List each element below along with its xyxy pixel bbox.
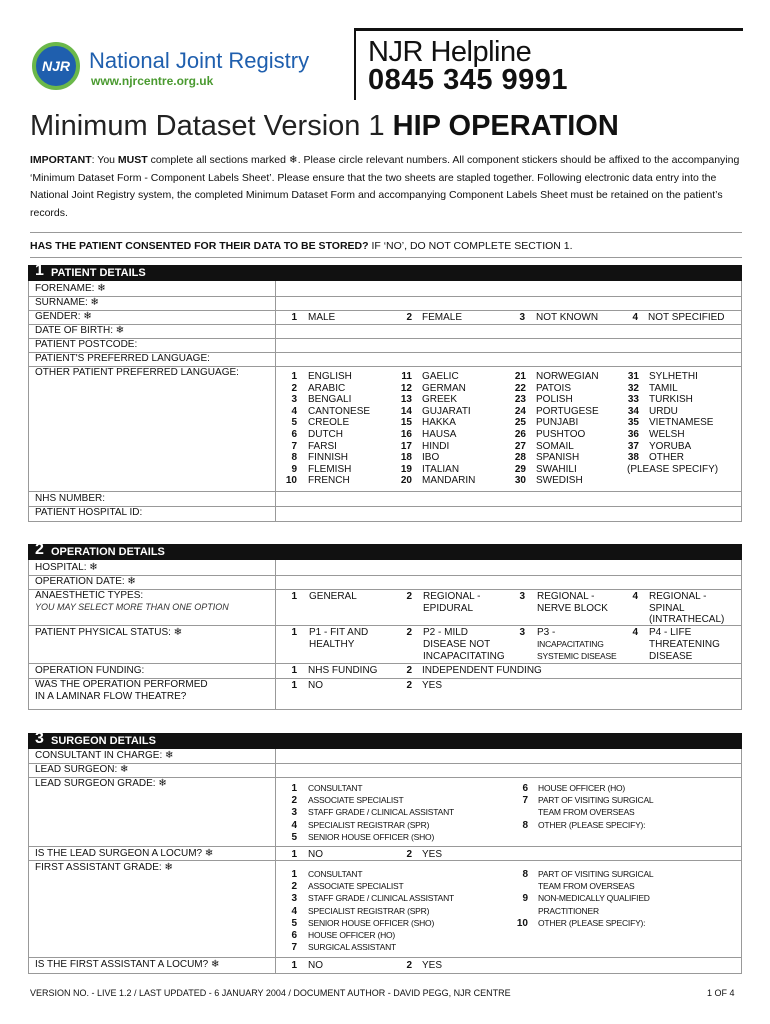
physical-status-option-number[interactable]: 2 [406,627,412,638]
first-grade-option-label: SURGICAL ASSISTANT [308,942,397,953]
preferred-language-label: PATIENT'S PREFERRED LANGUAGE: [35,353,210,364]
language-option-label: CREOLE [308,417,350,429]
first-grade-option-label: OTHER (PLEASE SPECIFY): [538,917,646,928]
org-url: www.njrcentre.org.uk [91,74,214,88]
first-locum-option-label: NO [308,960,323,971]
laminar-option-label: NO [308,680,323,691]
lead-locum-option-label: NO [308,849,323,860]
title-bold: HIP OPERATION [392,110,619,142]
language-option-number[interactable]: 21 [514,371,526,382]
first-grade-option-number[interactable]: 5 [291,917,297,929]
first-grade-option-label: PRACTITIONER [538,905,599,916]
other-language-label: OTHER PATIENT PREFERRED LANGUAGE: [35,367,239,378]
language-option-label: PUNJABI [536,417,579,429]
language-option-number[interactable]: 15 [400,417,412,429]
hospital-label: HOSPITAL: ❄ [35,562,98,573]
first-grade-option-label: SENIOR HOUSE OFFICER (SHO) [308,917,435,928]
language-option-number[interactable]: 16 [400,429,412,440]
org-name: National Joint Registry [89,48,310,73]
physical-status-option-label: P3 - [537,627,556,638]
column-divider [275,281,276,522]
anaesthetic-option-label: REGIONAL - [649,591,707,602]
lead-locum-option-number[interactable]: 1 [291,849,297,860]
anaesthetic-option-label: EPIDURAL [423,602,474,614]
dob-label: DATE OF BIRTH: ❄ [35,325,125,336]
lead-grade-option-number[interactable]: 4 [291,819,297,831]
column-divider [275,749,276,974]
lead-grade-option-label: ASSOCIATE SPECIALIST [308,795,404,806]
row-divider [28,663,742,664]
language-option-number[interactable]: 23 [514,394,526,406]
language-option-label: GREEK [422,394,458,406]
footer-version: VERSION NO. - LIVE 1.2 / LAST UPDATED - 6 JANUARY 2004 / DOCUMENT AUTHOR - DAVID PEGG, NJR CENTRE [30,988,511,998]
intro-paragraph [30,152,742,222]
language-option-number[interactable]: 17 [400,440,412,452]
intro-must: MUST [117,154,148,166]
section-title: SURGEON DETAILS [51,735,156,747]
language-option-label: IBO [422,452,440,464]
language-option-label: NORWEGIAN [536,371,599,382]
gender-option-label: NOT SPECIFIED [648,312,725,323]
separator [30,232,742,233]
section-1-header [28,262,742,281]
gender-option-number[interactable]: 2 [406,312,412,323]
language-option-number[interactable]: 27 [514,440,526,452]
helpline-number: 0845 345 9991 [368,64,569,96]
anaesthetic-option-number[interactable]: 3 [519,591,525,602]
gender-option-number[interactable]: 4 [632,312,638,323]
first-grade-option-number[interactable]: 7 [291,942,297,954]
gender-option-number[interactable]: 1 [291,312,297,323]
row-divider [28,957,742,958]
row-divider [28,763,742,764]
header-divider [354,28,356,100]
consultant-label: CONSULTANT IN CHARGE: ❄ [35,750,174,761]
anaesthetic-option-label: SPINAL [649,602,685,614]
postcode-label: PATIENT POSTCODE: [35,339,138,350]
lead-grade-option-label: TEAM FROM OVERSEAS [538,807,635,818]
first-grade-option-number[interactable]: 3 [291,893,297,905]
laminar-label-2: IN A LAMINAR FLOW THEATRE? [35,691,187,702]
language-option-label: WELSH [649,429,685,440]
consent-bold: HAS THE PATIENT CONSENTED FOR THEIR DATA TO BE STORED? [30,240,369,252]
lead-grade-option-label: HOUSE OFFICER (HO) [538,783,626,793]
lead-grade-option-number[interactable]: 5 [291,831,297,843]
language-option-number[interactable]: 14 [400,405,412,417]
language-option-label: FRENCH [308,475,350,487]
language-option-label: SWAHILI [536,463,577,475]
first-grade-option-number[interactable]: 2 [291,881,297,893]
language-option-label: HAUSA [422,429,457,440]
language-option-number[interactable]: 26 [514,429,526,440]
physical-status-option-label: DISEASE [649,650,693,662]
language-option-number[interactable]: 28 [514,452,526,464]
language-option-label: PATOIS [536,382,572,394]
hospital-id-label: PATIENT HOSPITAL ID: [35,507,143,518]
lead-locum-option-number[interactable]: 2 [406,849,412,860]
language-option-number[interactable]: 7 [291,440,297,452]
row-divider [28,860,742,861]
consent-question [30,240,573,252]
section-number: 2 [35,541,44,558]
physical-status-option-number[interactable]: 4 [632,627,638,638]
anaesthetic-label: ANAESTHETIC TYPES: [35,590,144,601]
first-grade-option-label: NON-MEDICALLY QUALIFIED [538,893,650,904]
language-option-label: GERMAN [422,382,466,394]
funding-option-number[interactable]: 1 [291,665,297,676]
language-option-number[interactable]: 31 [627,371,639,382]
nhs-number-label: NHS NUMBER: [35,493,106,504]
language-option-number[interactable]: 38 [627,452,639,464]
language-option-number[interactable]: 19 [400,463,412,475]
gender-option-label: FEMALE [422,312,463,323]
language-option-number[interactable]: 8 [291,452,297,464]
row-divider [28,324,742,325]
language-option-number[interactable]: 4 [291,405,297,417]
first-grade-option-label: SPECIALIST REGISTRAR (SPR) [308,905,430,916]
physical-status-option-label: INCAPACITATING [423,650,505,662]
language-option-label: (PLEASE SPECIFY) [627,463,719,475]
language-option-number[interactable]: 3 [291,394,297,406]
language-option-label: ITALIAN [422,463,460,475]
language-option-number[interactable]: 24 [514,405,526,417]
first-grade-option-label: TEAM FROM OVERSEAS [538,881,635,892]
language-option-number[interactable]: 35 [627,417,639,429]
lead-grade-option-label: SPECIALIST REGISTRAR (SPR) [308,819,430,830]
language-option-number[interactable]: 18 [400,452,412,464]
anaesthetic-option-label: (INTRATHECAL) [649,614,725,625]
section-2-header [28,541,742,560]
language-option-label: TAMIL [649,382,678,394]
lead-grade-option-number[interactable]: 2 [291,795,297,807]
lead-grade-option-label: CONSULTANT [308,783,363,793]
helpline-title: NJR Helpline [368,36,532,68]
language-option-label: FARSI [308,440,337,452]
language-option-number[interactable]: 30 [514,475,526,487]
row-divider [28,310,742,311]
consent-rest: IF ‘NO’, DO NOT COMPLETE SECTION 1. [368,240,573,252]
anaesthetic-option-label: NERVE BLOCK [537,602,608,614]
lead-grade-option-number[interactable]: 7 [522,795,528,807]
lead-locum-label: IS THE LEAD SURGEON A LOCUM? ❄ [35,848,214,859]
first-locum-option-number[interactable]: 2 [406,960,412,971]
gender-label: GENDER: ❄ [35,311,92,322]
language-option-number[interactable]: 25 [514,417,526,429]
funding-option-label: INDEPENDENT FUNDING [422,665,542,676]
laminar-label-1: WAS THE OPERATION PERFORMED [35,679,208,690]
language-option-number[interactable]: 22 [514,382,526,394]
section-title: OPERATION DETAILS [51,546,165,558]
operation-date-label: OPERATION DATE: ❄ [35,576,136,587]
logo-text: NJR [41,58,70,74]
language-option-label: VIETNAMESE [649,417,714,429]
first-grade-option-number[interactable]: 8 [522,869,528,880]
anaesthetic-option-label: REGIONAL - [423,591,481,602]
language-option-number[interactable]: 10 [285,475,297,487]
language-option-number[interactable]: 13 [400,394,412,406]
lead-surgeon-label: LEAD SURGEON: ❄ [35,764,129,775]
forename-label: FORENAME: ❄ [35,283,106,294]
physical-status-label: PATIENT PHYSICAL STATUS: ❄ [35,627,183,638]
language-option-label: SWEDISH [536,475,583,487]
physical-status-option-label: P1 - FIT AND [309,627,369,638]
funding-option-label: NHS FUNDING [308,665,378,676]
language-option-number[interactable]: 36 [627,429,639,440]
language-option-number[interactable]: 12 [400,382,412,394]
anaesthetic-sublabel: YOU MAY SELECT MORE THAN ONE OPTION [35,602,229,612]
language-option-label: ENGLISH [308,371,352,382]
first-grade-option-label: PART OF VISITING SURGICAL [538,869,654,879]
first-grade-option-number[interactable]: 1 [291,869,297,880]
first-grade-option-number[interactable]: 9 [522,893,528,905]
language-option-label: BENGALI [308,394,352,406]
lead-grade-option-number[interactable]: 6 [522,783,528,794]
lead-grade-option-number[interactable]: 3 [291,807,297,819]
section-number: 3 [35,730,44,747]
page-number: 1 OF 4 [707,988,735,998]
language-option-label: OTHER [649,452,684,464]
physical-status-option-label: SYSTEMIC DISEASE [537,650,617,661]
first-grade-option-label: CONSULTANT [308,869,363,879]
language-option-number[interactable]: 20 [400,475,412,487]
section-3-header [28,730,742,749]
section-title: PATIENT DETAILS [51,267,146,279]
physical-status-option-label: HEALTHY [309,638,355,650]
first-grade-option-label: ASSOCIATE SPECIALIST [308,881,404,892]
intro-part2: complete all sections marked ❄. Please circle relevant numbers. All component stickers should be affixed to the accompanying ‘Minimum Dataset Form - Component Labels Sheet’. Please ensure that the two sheets are stapled together. Following electronic data entry into the National Joint Registry system, the completed Minimum Dataset Form and accompanying Component Labels Sheet must be retained on the patient’s records. [30,154,740,219]
language-option-label: TURKISH [649,394,693,406]
row-divider [28,625,742,626]
language-option-label: HAKKA [422,417,456,429]
intro-important: IMPORTANT [30,154,92,166]
intro-part1: : You [91,154,118,166]
language-option-label: SOMAIL [536,440,574,452]
language-option-number[interactable]: 11 [401,371,412,382]
language-option-label: CANTONESE [308,405,371,417]
physical-status-option-label: P4 - LIFE [649,627,692,638]
lead-grade-option-label: STAFF GRADE / CLINICAL ASSISTANT [308,807,454,818]
lead-grade-label: LEAD SURGEON GRADE: ❄ [35,778,167,789]
laminar-option-number[interactable]: 1 [291,680,297,691]
page-title [30,110,619,143]
first-grade-option-label: STAFF GRADE / CLINICAL ASSISTANT [308,893,454,904]
first-locum-label: IS THE FIRST ASSISTANT A LOCUM? ❄ [35,959,220,970]
funding-option-number[interactable]: 2 [406,665,412,676]
language-option-number[interactable]: 29 [514,463,526,475]
physical-status-option-number[interactable]: 1 [291,627,297,638]
laminar-option-label: YES [422,680,443,691]
title-prefix: Minimum Dataset Version 1 [30,110,393,142]
language-option-label: YORUBA [649,440,692,452]
row-divider [28,846,742,847]
language-option-label: DUTCH [308,429,343,440]
first-grade-option-label: HOUSE OFFICER (HO) [308,930,396,940]
lead-grade-option-label: OTHER (PLEASE SPECIFY): [538,819,646,830]
physical-status-option-number[interactable]: 3 [519,627,525,638]
funding-label: OPERATION FUNDING: [35,665,145,676]
language-option-number[interactable]: 34 [627,405,639,417]
header-rule [354,28,743,31]
language-option-number[interactable]: 9 [291,463,297,475]
anaesthetic-option-number[interactable]: 2 [406,591,412,602]
gender-option-label: NOT KNOWN [536,312,599,323]
language-option-label: GUJARATI [422,405,471,417]
lead-grade-option-label: PART OF VISITING SURGICAL [538,795,654,806]
language-option-label: FINNISH [308,452,348,464]
language-option-number[interactable]: 33 [627,394,639,406]
row-divider [28,296,742,297]
language-option-number[interactable]: 6 [291,429,297,440]
lead-grade-option-number[interactable]: 1 [291,783,297,794]
physical-status-option-label: THREATENING [649,638,720,650]
gender-option-number[interactable]: 3 [519,312,525,323]
language-option-number[interactable]: 37 [627,440,639,452]
anaesthetic-option-number[interactable]: 1 [291,591,297,602]
language-option-label: POLISH [536,394,573,406]
first-locum-option-number[interactable]: 1 [291,960,297,971]
first-grade-option-number[interactable]: 6 [291,930,297,941]
language-option-label: URDU [649,405,678,417]
language-option-label: PORTUGESE [536,405,599,417]
language-option-number[interactable]: 32 [627,382,639,394]
anaesthetic-option-label: GENERAL [309,591,357,602]
language-option-number[interactable]: 2 [291,382,297,394]
lead-grade-option-label: SENIOR HOUSE OFFICER (SHO) [308,831,435,842]
language-option-number[interactable]: 1 [291,371,297,382]
gender-option-label: MALE [308,312,336,323]
language-option-number[interactable]: 5 [291,417,297,429]
language-option-label: ARABIC [308,382,346,394]
first-grade-label: FIRST ASSISTANT GRADE: ❄ [35,862,173,873]
physical-status-option-label: DISEASE NOT [423,638,491,650]
first-grade-option-number[interactable]: 4 [291,905,297,917]
anaesthetic-option-number[interactable]: 4 [632,591,638,602]
first-grade-option-number[interactable]: 10 [516,917,528,929]
surname-label: SURNAME: ❄ [35,297,99,308]
language-option-label: GAELIC [422,371,459,382]
separator [30,257,742,258]
language-option-label: PUSHTOO [536,429,586,440]
language-option-label: FLEMISH [308,463,352,475]
physical-status-option-label: INCAPACITATING [537,638,604,649]
language-option-label: SPANISH [536,452,580,464]
first-locum-option-label: YES [422,960,443,971]
laminar-option-number[interactable]: 2 [406,680,412,691]
section-number: 1 [35,262,44,279]
column-divider [275,560,276,710]
language-option-label: MANDARIN [422,475,476,487]
lead-locum-option-label: YES [422,849,443,860]
language-option-label: SYLHETHI [649,371,698,382]
language-option-label: HINDI [422,440,450,452]
row-divider [28,491,742,492]
njr-logo [32,42,80,90]
lead-grade-option-number[interactable]: 8 [522,819,528,831]
physical-status-option-label: P2 - MILD [423,627,469,638]
anaesthetic-option-label: REGIONAL - [537,591,595,602]
